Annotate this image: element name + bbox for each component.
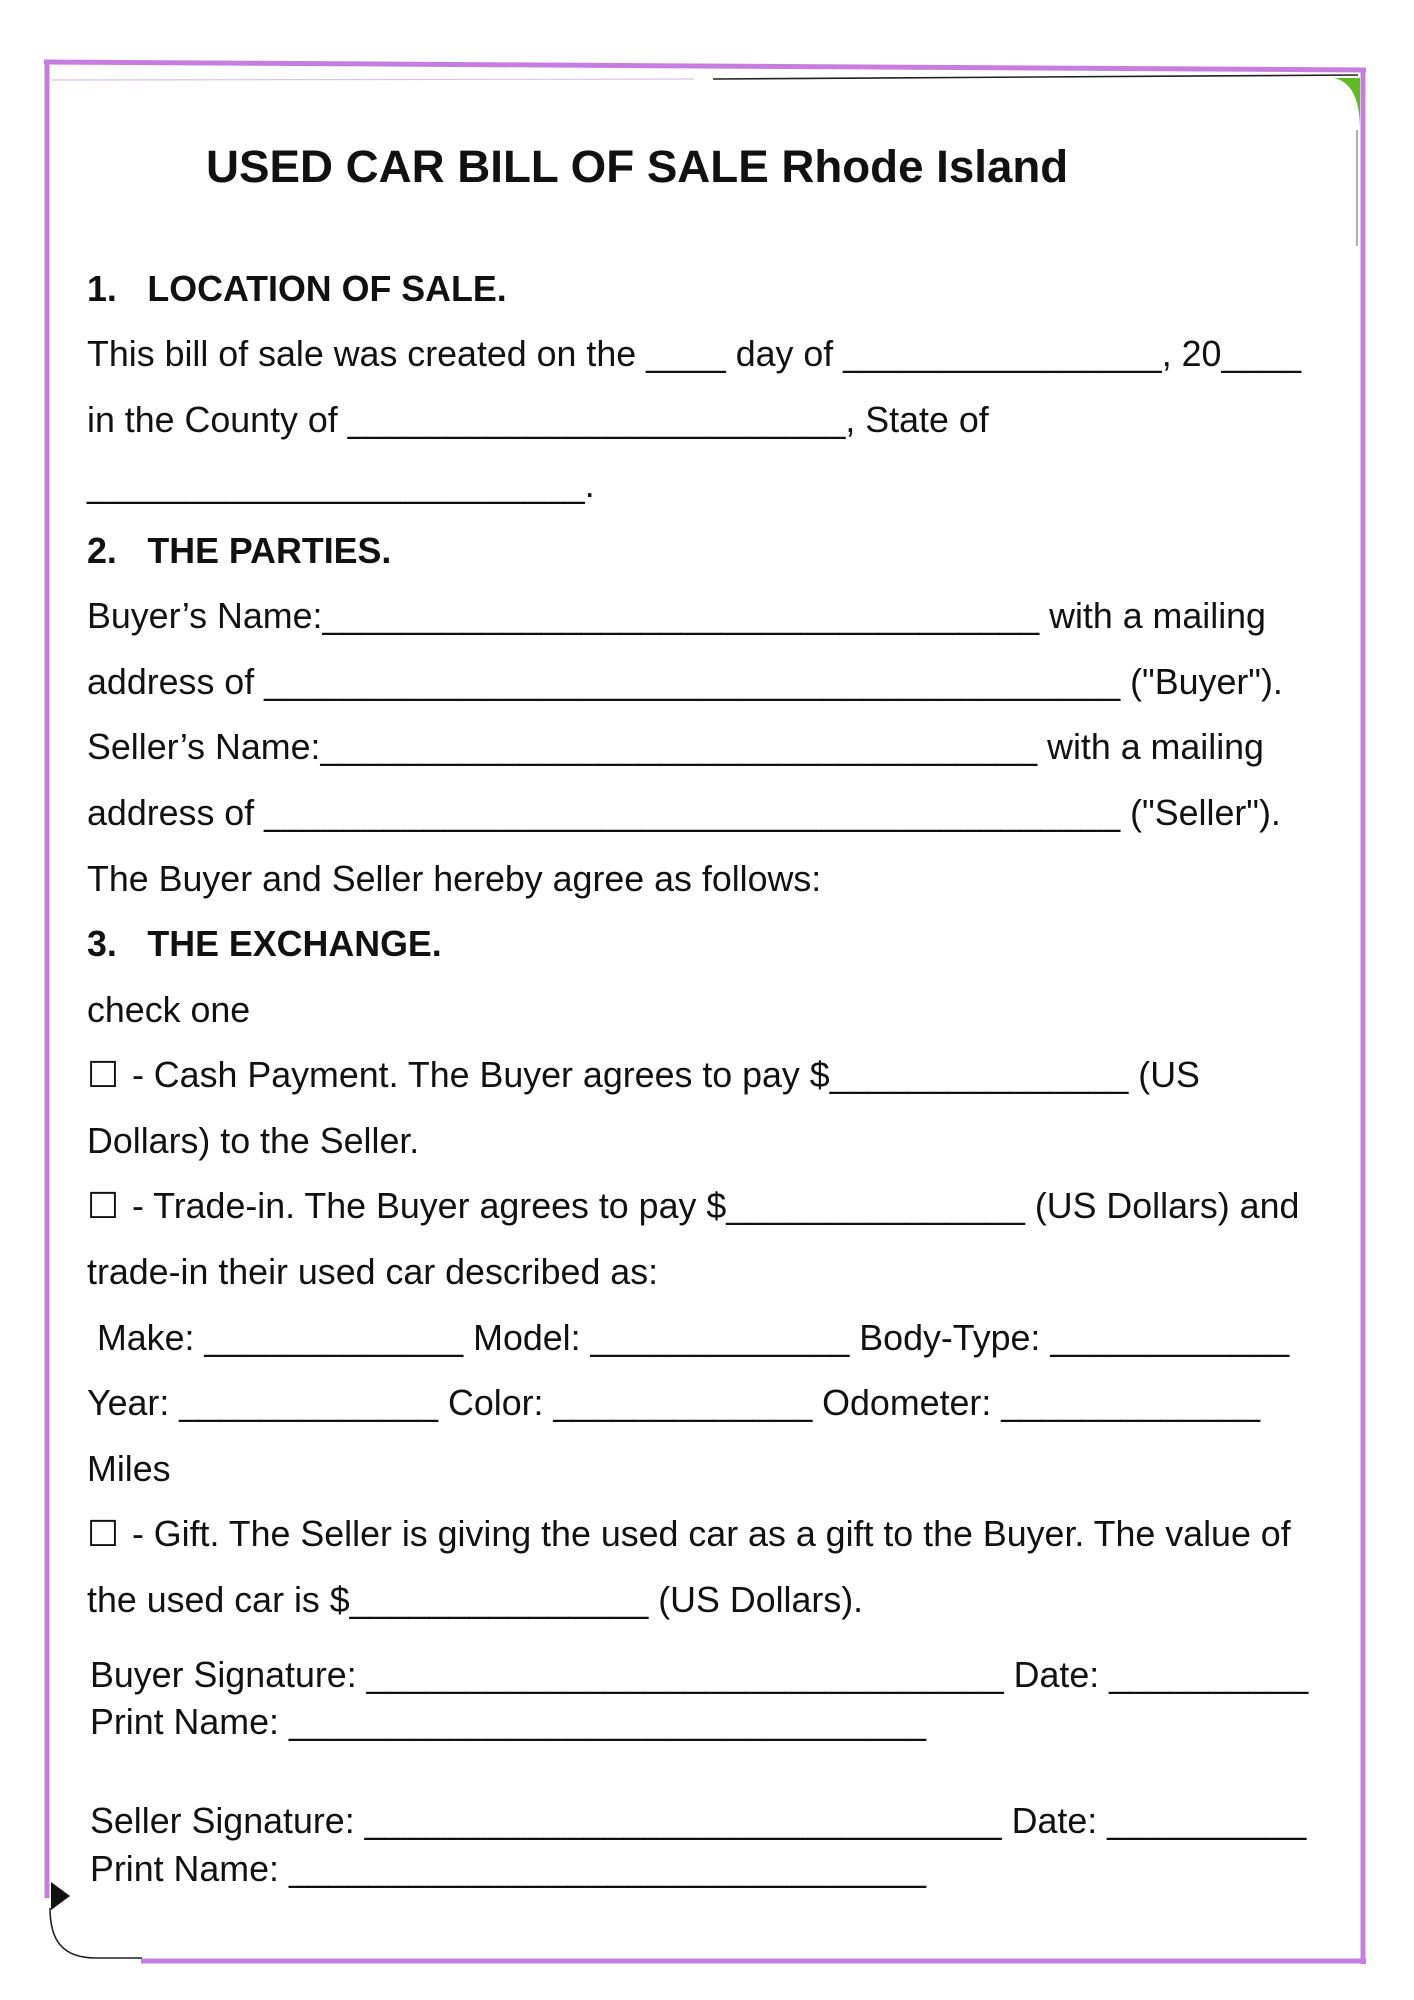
buyer-signature-block xyxy=(90,1652,1350,1747)
section-title: THE EXCHANGE. xyxy=(147,924,442,965)
odometer-blank[interactable]: _____________ xyxy=(1001,1383,1261,1424)
gift-checkbox[interactable]: ☐ xyxy=(87,1514,120,1556)
gift-text: - Gift. The Seller is giving the used car as a gift to the Buyer. The value of xyxy=(122,1514,1291,1555)
gift-value-end: (US Dollars). xyxy=(648,1579,864,1620)
buyer-designation: ("Buyer"). xyxy=(1120,661,1283,702)
sale-date-line xyxy=(87,322,1357,388)
seller-print-name-line xyxy=(90,1846,1350,1894)
trade-in-currency-text: (US Dollars) and xyxy=(1024,1186,1300,1227)
seller-address-blank[interactable]: ___________________________________________ xyxy=(264,793,1121,833)
instruction-line xyxy=(87,978,1357,1044)
seller-signature-block xyxy=(90,1798,1350,1893)
section-title: THE PARTIES. xyxy=(147,530,392,571)
state-end: . xyxy=(584,465,595,506)
body-type-blank[interactable]: ____________ xyxy=(1050,1317,1290,1358)
cash-payment-checkbox[interactable]: ☐ xyxy=(87,1055,120,1097)
top-hairline xyxy=(713,75,1358,79)
buyer-date-blank[interactable]: __________ xyxy=(1109,1654,1309,1695)
county-line xyxy=(87,388,1357,454)
seller-signature-blank[interactable]: ________________________________ xyxy=(364,1801,1002,1841)
vehicle-year-line xyxy=(87,1371,1357,1437)
frame-top-border xyxy=(44,62,1366,70)
green-corner-accent xyxy=(1334,78,1360,130)
agreement-line xyxy=(87,847,1357,913)
trade-in-checkbox[interactable]: ☐ xyxy=(87,1186,120,1228)
buyer-address-label: address of xyxy=(87,661,265,702)
trade-in-continuation xyxy=(87,1240,1357,1306)
state-blank[interactable]: _________________________ xyxy=(87,465,585,506)
cash-payment-text: - Cash Payment. The Buyer agrees to pay $ xyxy=(122,1055,830,1096)
section-number: 3. xyxy=(87,924,117,965)
model-blank[interactable]: _____________ xyxy=(590,1317,850,1358)
trade-in-continuation-text: trade-in their used car described as: xyxy=(87,1251,659,1292)
buyer-name-line xyxy=(87,584,1357,650)
buyer-print-name-blank[interactable]: ________________________________ xyxy=(288,1702,927,1743)
trade-in-text: - Trade-in. The Buyer agrees to pay $ xyxy=(122,1186,727,1227)
odometer-label: Odometer: xyxy=(812,1383,1002,1424)
seller-address-line xyxy=(87,781,1357,847)
model-label: Model: xyxy=(463,1317,591,1358)
cash-amount-blank[interactable]: _______________ xyxy=(829,1055,1129,1096)
buyer-print-name-line xyxy=(90,1699,1350,1747)
make-blank[interactable]: _____________ xyxy=(204,1317,464,1358)
buyer-signature-label: Buyer Signature: xyxy=(90,1654,367,1695)
seller-name-label: Seller’s Name: xyxy=(87,727,321,768)
document-body xyxy=(87,257,1357,1634)
top-faint-line xyxy=(52,79,694,80)
agreement-text: The Buyer and Seller hereby agree as follows: xyxy=(87,858,822,899)
color-label: Color: xyxy=(438,1383,554,1424)
section-heading-location xyxy=(87,257,1357,323)
seller-mailing-text: with a mailing xyxy=(1037,727,1264,768)
check-one-instruction: check one xyxy=(87,989,251,1030)
seller-print-name-label: Print Name: xyxy=(90,1848,289,1889)
trade-in-amount-blank[interactable]: _______________ xyxy=(726,1186,1025,1227)
trade-in-line xyxy=(87,1174,1357,1240)
section-number: 2. xyxy=(87,530,117,571)
cash-currency-text: (US xyxy=(1128,1055,1200,1096)
gift-value-text: the used car is $ xyxy=(87,1579,350,1620)
seller-signature-line xyxy=(90,1798,1350,1846)
county-text: in the County of xyxy=(87,399,348,440)
buyer-name-blank[interactable]: ____________________________________ xyxy=(322,596,1040,637)
year-prefix-text: , 20 xyxy=(1161,334,1222,375)
seller-designation: ("Seller"). xyxy=(1120,793,1281,833)
seller-signature-label: Seller Signature: xyxy=(90,1801,365,1841)
cash-payment-continuation xyxy=(87,1109,1357,1175)
buyer-print-name-label: Print Name: xyxy=(90,1702,289,1743)
buyer-address-blank[interactable]: ___________________________________________ xyxy=(264,661,1121,702)
month-blank[interactable]: ________________ xyxy=(843,334,1162,375)
buyer-address-line xyxy=(87,650,1357,716)
buyer-mailing-text: with a mailing xyxy=(1039,596,1266,637)
day-of-text: day of xyxy=(725,334,844,375)
body-type-label: Body-Type: xyxy=(849,1317,1051,1358)
seller-name-line xyxy=(87,715,1357,781)
odometer-unit-line xyxy=(87,1437,1357,1503)
buyer-signature-blank[interactable]: ________________________________ xyxy=(366,1654,1004,1695)
seller-date-label: Date: xyxy=(1001,1801,1108,1841)
seller-address-label: address of xyxy=(87,793,265,833)
buyer-date-label: Date: xyxy=(1003,1654,1110,1695)
vehicle-make-line xyxy=(87,1306,1357,1372)
day-blank[interactable]: ____ xyxy=(646,334,726,375)
created-text: This bill of sale was created on the xyxy=(87,334,647,375)
county-blank[interactable]: _________________________ xyxy=(347,399,846,440)
year-label: Year: xyxy=(87,1383,180,1424)
bottom-left-corner-curve xyxy=(50,1908,142,1958)
seller-date-blank[interactable]: __________ xyxy=(1107,1801,1307,1841)
section-number: 1. xyxy=(87,268,117,309)
state-line xyxy=(87,453,1357,519)
seller-print-name-blank[interactable]: ________________________________ xyxy=(288,1848,927,1889)
seller-name-blank[interactable]: ____________________________________ xyxy=(320,727,1038,768)
gift-value-line xyxy=(87,1568,1357,1634)
left-marker-triangle xyxy=(51,1882,70,1910)
buyer-name-label: Buyer’s Name: xyxy=(87,596,323,637)
buyer-signature-line xyxy=(90,1652,1350,1700)
section-heading-parties xyxy=(87,519,1357,585)
document-title: USED CAR BILL OF SALE Rhode Island xyxy=(206,141,1069,192)
vehicle-year-blank[interactable]: _____________ xyxy=(179,1383,439,1424)
section-title: LOCATION OF SALE. xyxy=(147,268,507,309)
make-label: Make: xyxy=(87,1317,205,1358)
odometer-unit: Miles xyxy=(87,1448,171,1489)
cash-payment-line xyxy=(87,1043,1357,1109)
color-blank[interactable]: _____________ xyxy=(553,1383,813,1424)
state-text: , State of xyxy=(845,399,989,440)
section-heading-exchange xyxy=(87,912,1357,978)
year-blank[interactable]: ____ xyxy=(1221,334,1302,375)
gift-value-blank[interactable]: _______________ xyxy=(349,1579,649,1620)
cash-continuation-text: Dollars) to the Seller. xyxy=(87,1120,420,1161)
gift-line xyxy=(87,1502,1357,1568)
